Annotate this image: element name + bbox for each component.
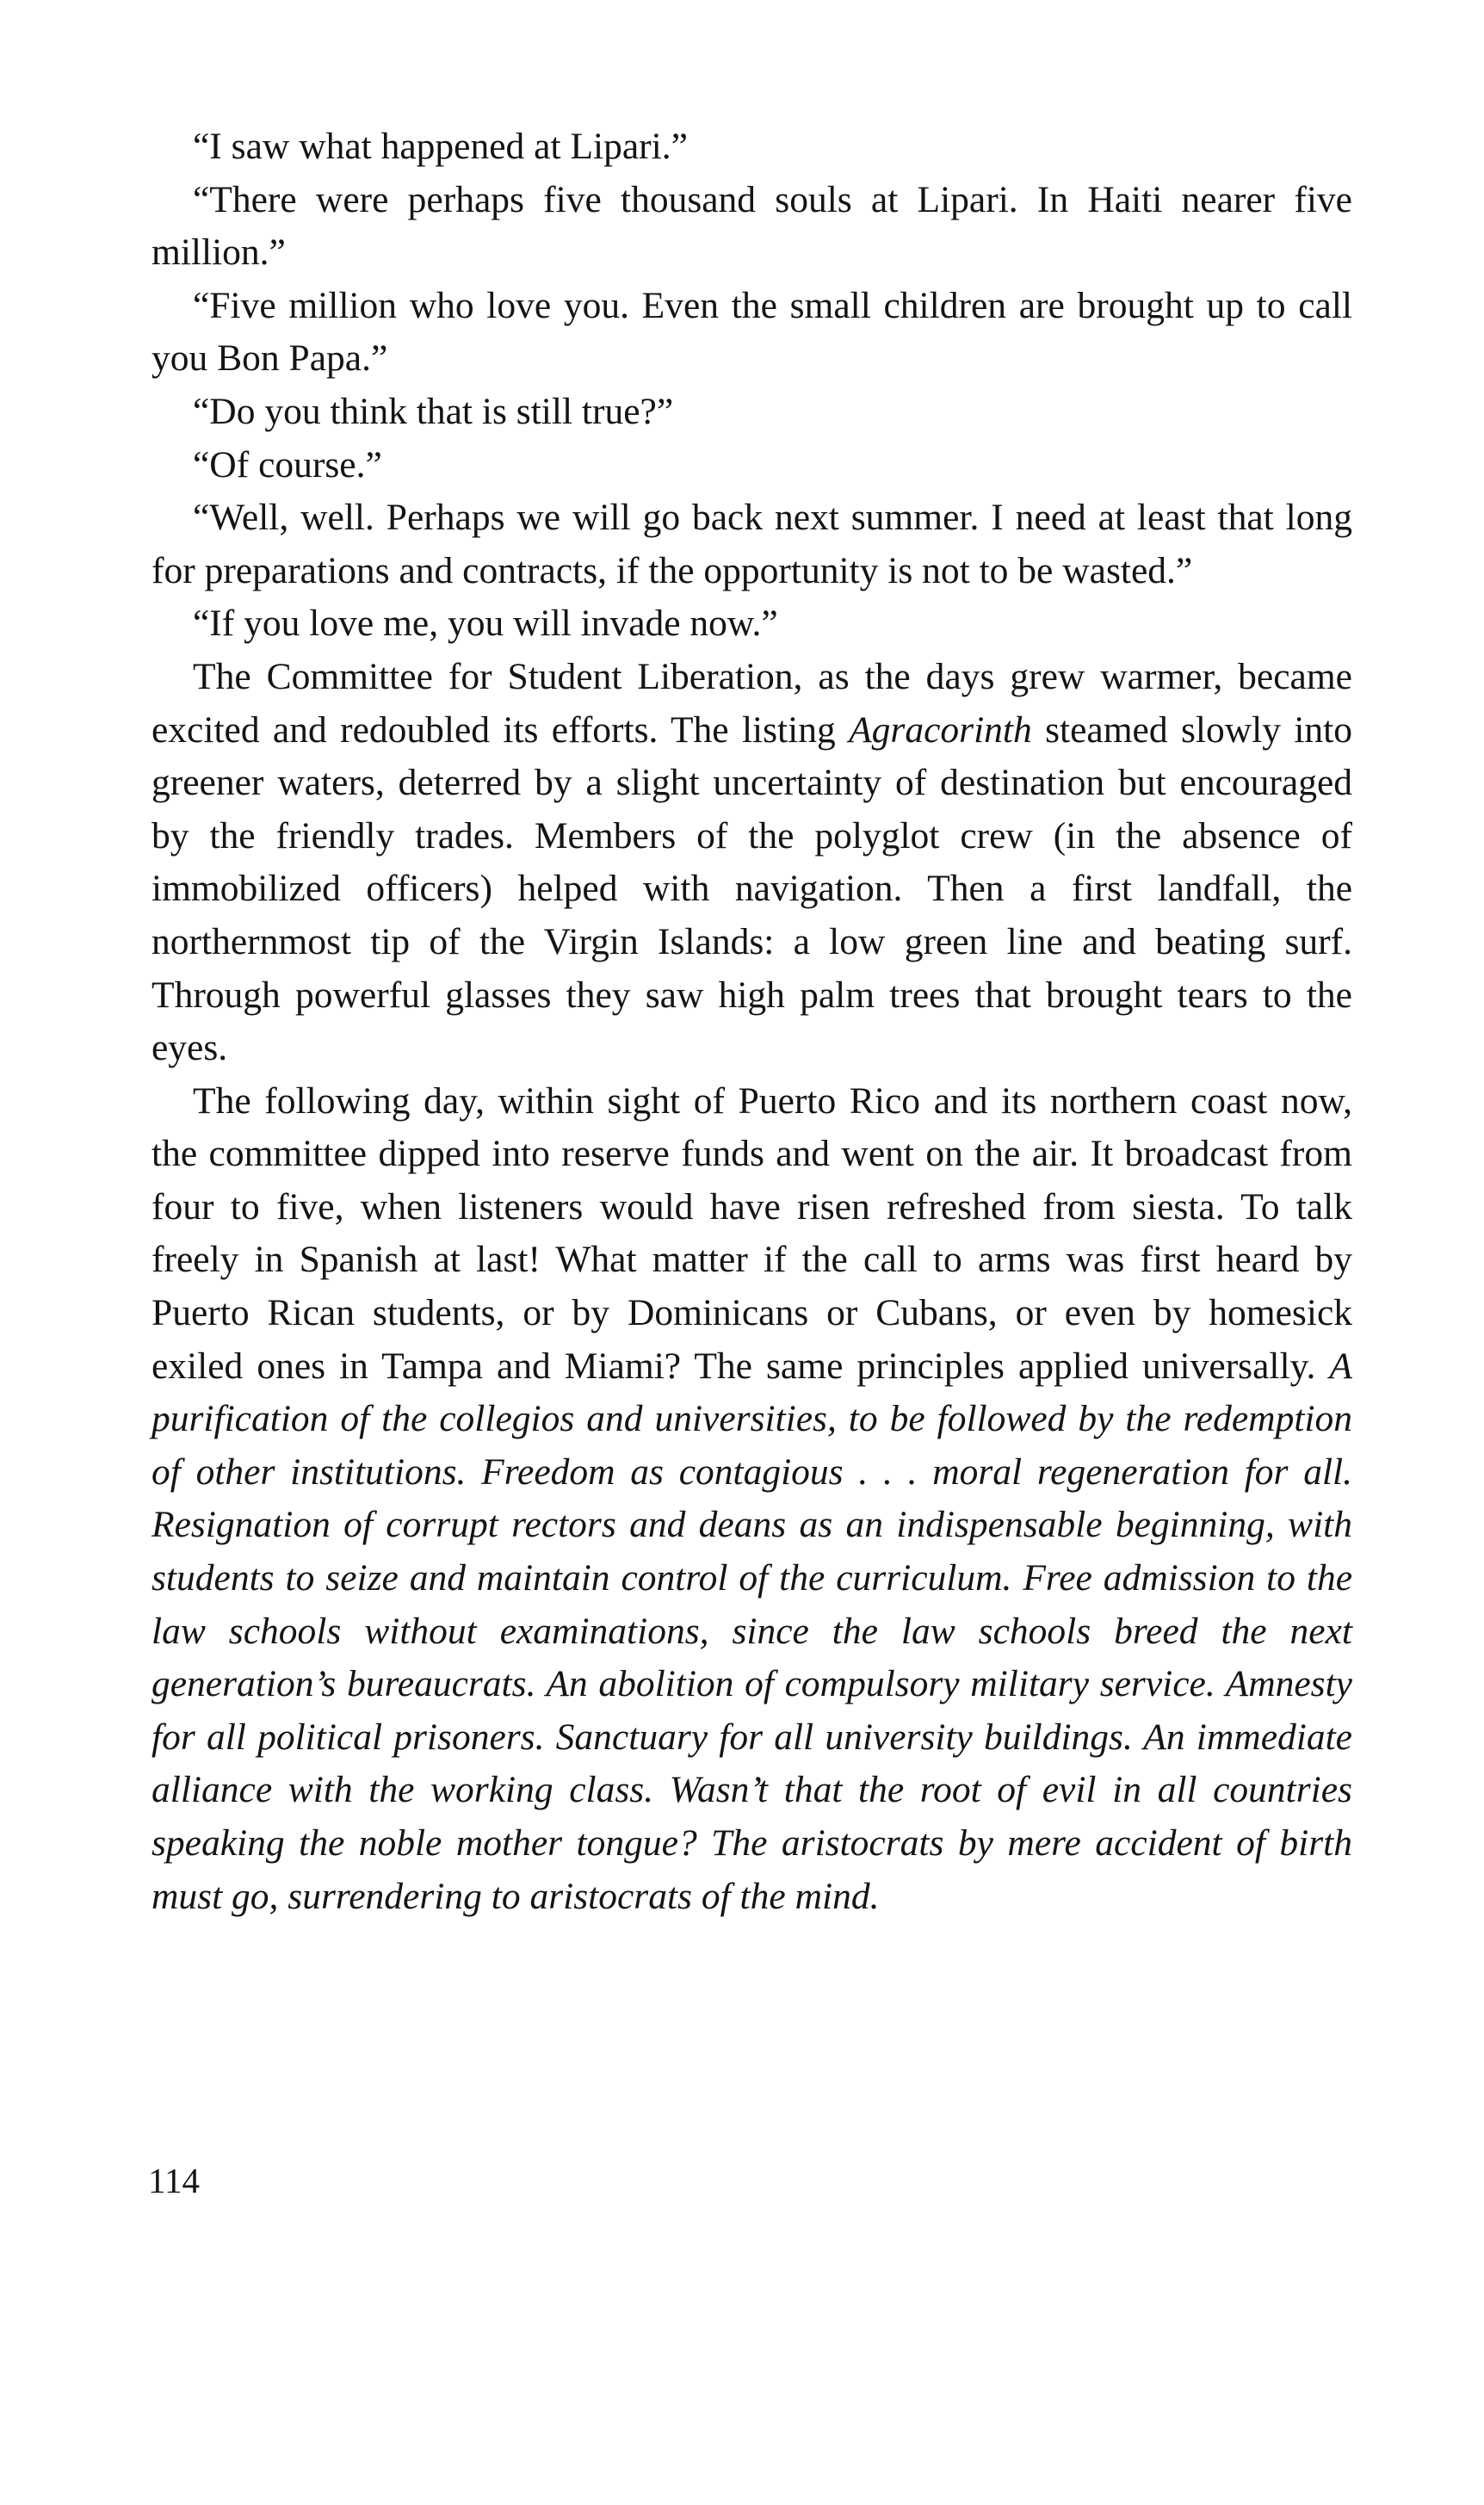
dialogue-line: “If you love me, you will invade now.” (193, 603, 778, 645)
ship-name: Agracorinth (849, 708, 1032, 751)
dialogue-line: “Do you think that is still true?” (193, 390, 674, 432)
dialogue-line: “There were perhaps five thousand souls at Lipari. In Haiti nearer five million.” (151, 178, 1352, 274)
dialogue-line: “I saw what happened at Lipari.” (193, 126, 688, 167)
dialogue-line: “Well, well. Perhaps we will go back next summer. I need at least that long for preparations and contracts, if the opportunity is not to be wasted.” (151, 497, 1352, 591)
body-text (151, 121, 1352, 1923)
dialogue-line: “Of course.” (193, 443, 382, 486)
committee-text-part1: The Committee for Student Liberation, as the days grew warmer, became excited and redoubled its efforts. The listing (151, 655, 1352, 751)
broadcast-text: The following day, within sight of Puerto Rico and its northern coast now, the committee dipped into reserve funds and went on the air. It broadcast from four to five, when listeners would have risen refreshed from siesta. To talk freely in Spanish at last! What matter if the call to arms was first heard by Puerto Rican students, or by Dominicans or Cubans, or even by homesick exiled ones in Tampa and Miami? The same principles applied universally. (151, 1079, 1352, 1387)
committee-text-part2: steamed slowly into greener waters, deterred by a slight uncertainty of destination but encouraged by the friendly trades. Members of the polyglot crew (in the absence of immobilized officers) helped with navigation. Then a first landfall, the northernmost tip of the Virgin Islands: a low green line and beating surf. Through powerful glasses they saw high palm trees that brought tears to the eyes. (151, 708, 1352, 1069)
dialogue-line: “Five million who love you. Even the small children are brought up to call you Bon Papa.” (151, 284, 1352, 380)
broadcast-paragraph (151, 1075, 1352, 1924)
page-number: 114 (148, 2161, 200, 2200)
committee-paragraph (151, 651, 1352, 1075)
manifesto-text: A purification of the collegios and universities, to be followed by the redemption of other institutions. Freedom as contagious . . . moral regeneration for all. Resignation of corrupt rectors and deans as an indispensable beginning, with students to seize and maintain control of the curriculum. Free admission to the law schools without examinations, since the law schools breed the next generation’s bureaucrats. An abolition of compulsory military service. Amnesty for all political prisoners. Sanctuary for all university buildings. An immediate alliance with the working class. Wasn’t that the root of evil in all countries speaking the noble mother tongue? The aristocrats by mere accident of birth must go, surrendering to aristocrats of the mind. (151, 1345, 1352, 1917)
